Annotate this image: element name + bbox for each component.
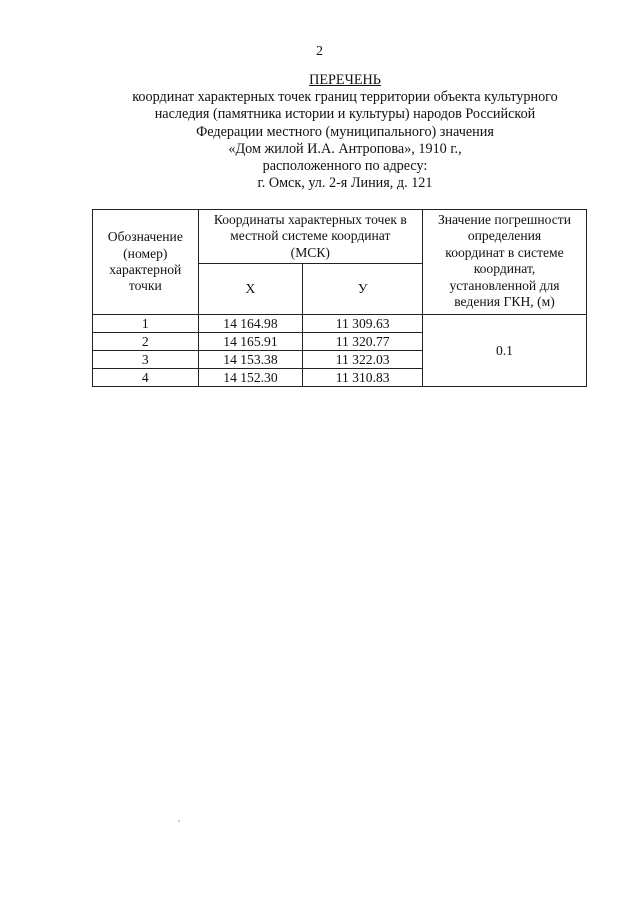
point-number: 2 [93,333,199,351]
point-number: 3 [93,351,199,369]
header-point-designation [93,210,199,315]
scan-speck [178,820,180,822]
x-coordinate: 14 164.98 [198,315,303,333]
header-coordinates [198,210,422,264]
header-text: Координаты характерных точек в [213,212,407,227]
y-coordinate: 11 309.63 [303,315,423,333]
point-number: 1 [93,315,199,333]
header-text: Значение погрешности [437,212,571,227]
header-text: ведения ГКН, (м) [454,294,555,310]
header-text: Обозначение [107,229,183,245]
document-header [60,72,630,192]
header-text: установленной для [449,277,560,293]
header-line: г. Омск, ул. 2-я Линия, д. 121 [257,175,433,192]
y-coordinate: 11 310.83 [303,369,423,387]
document-title: ПЕРЕЧЕНЬ [309,72,381,88]
x-coordinate: 14 165.91 [198,333,303,351]
header-text: координат в системе [445,244,564,260]
header-line: наследия (памятника истории и культуры) народов Российской [154,106,536,123]
header-text: (МСК) [290,244,330,260]
page-number: 2 [316,44,323,59]
header-line: координат характерных точек границ территории объекта культурного [132,89,558,106]
header-text: определения [467,228,542,244]
header-accuracy [422,210,586,315]
header-x: X [198,264,303,315]
x-coordinate: 14 152.30 [198,369,303,387]
header-text: характерной [109,262,182,277]
header-line: Федерации местного (муниципального) значения [196,123,494,140]
header-text: координат, [473,261,536,277]
header-text: местной системе координат [230,228,391,244]
x-coordinate: 14 153.38 [198,351,303,369]
header-y: У [303,264,423,315]
y-coordinate: 11 322.03 [303,351,423,369]
header-text: точки [128,278,162,294]
header-line: «Дом жилой И.А. Антропова», 1910 г., [228,140,462,157]
table-row [93,315,587,333]
header-line: расположенного по адресу: [262,158,428,175]
header-text: (номер) [123,245,168,261]
y-coordinate: 11 320.77 [303,333,423,351]
coordinates-table [92,209,587,387]
point-number: 4 [93,369,199,387]
accuracy-value: 0.1 [422,315,586,387]
